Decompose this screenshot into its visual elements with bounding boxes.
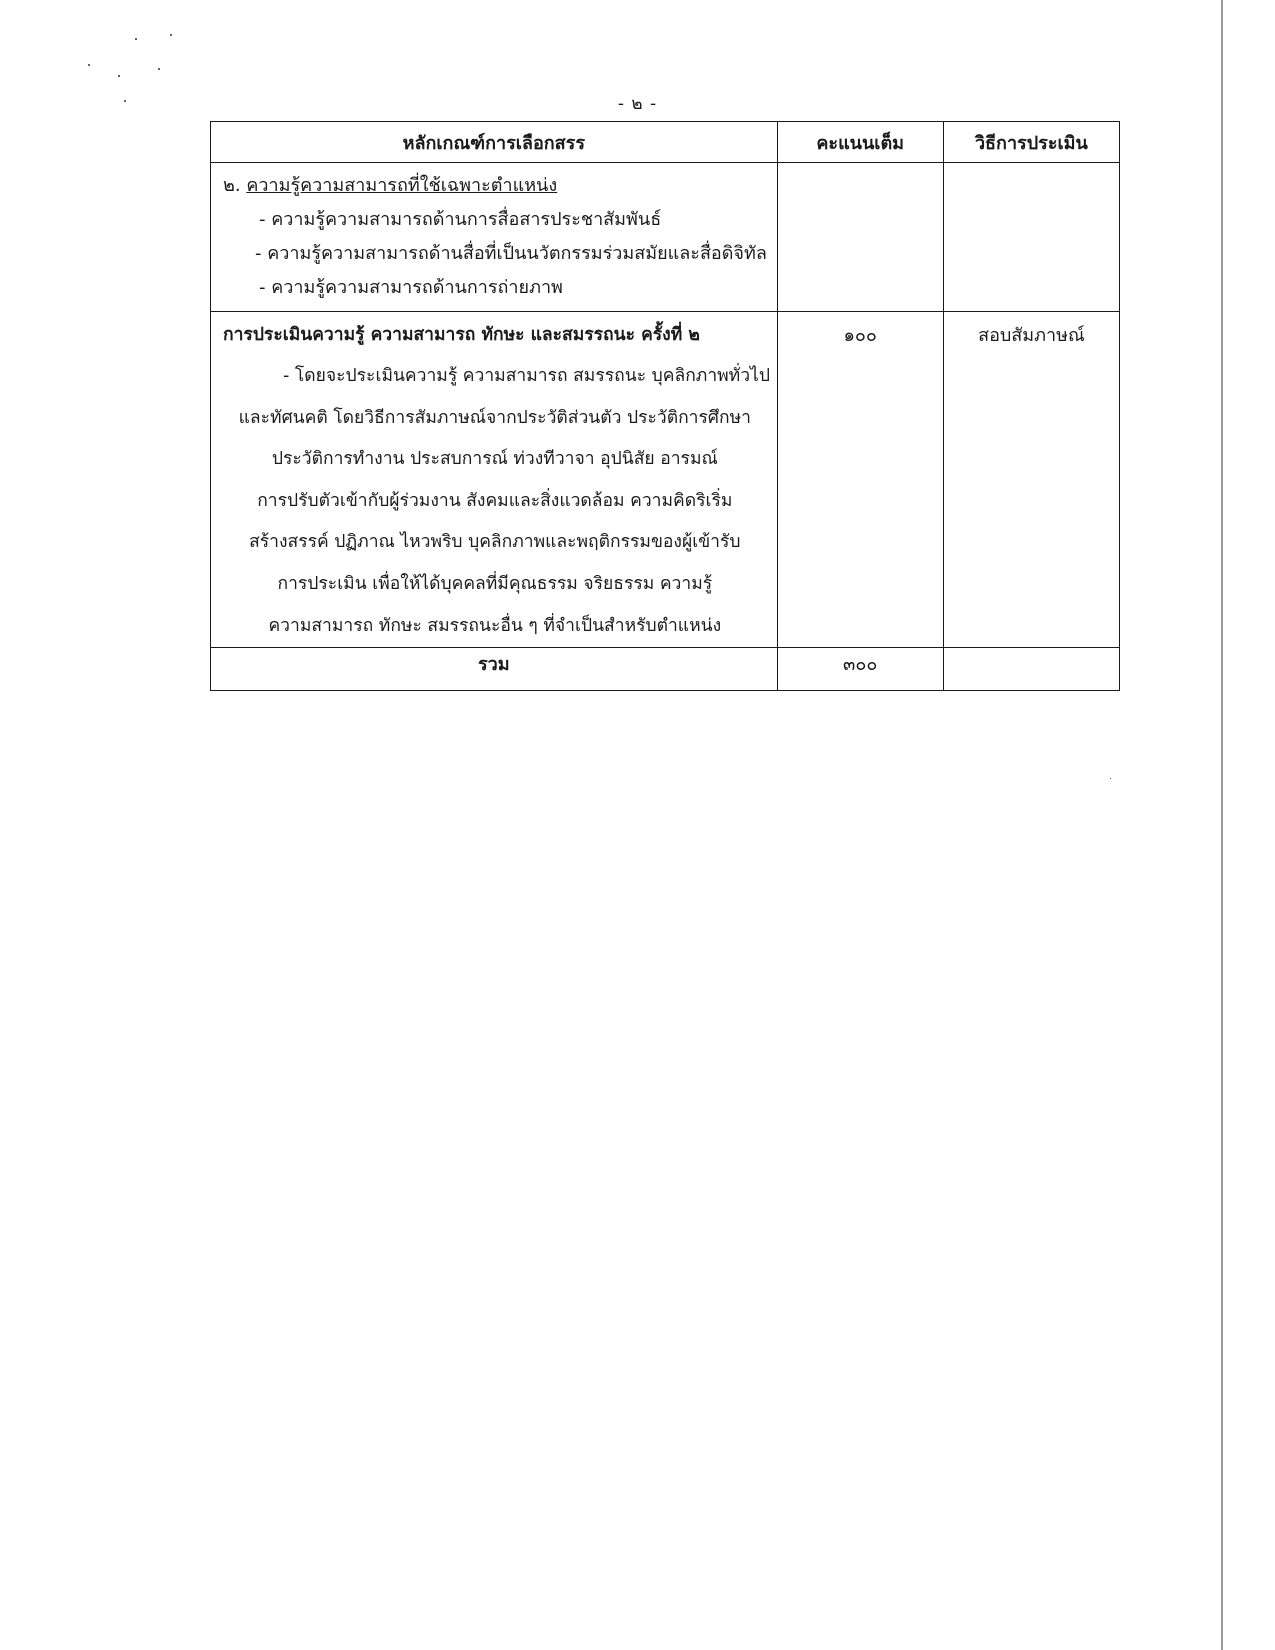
- description-line: ความสามารถ ทักษะ สมรรถนะอื่น ๆ ที่จำเป็นสำหรับตำแหน่ง: [268, 615, 722, 636]
- scan-speck: [1110, 778, 1111, 779]
- scan-speck: [88, 64, 90, 66]
- header-full-score: คะแนนเต็ม: [777, 122, 943, 163]
- selection-criteria-table: [210, 121, 1120, 691]
- description-line: ประวัติการทำงาน ประสบการณ์ ท่วงทีวาจา อุปนิสัย อารมณ์: [271, 449, 718, 470]
- description-line: การประเมิน เพื่อให้ได้บุคคลที่มีคุณธรรม จริยธรรม ความรู้: [277, 573, 713, 594]
- scan-speck: [158, 68, 160, 70]
- scan-speck: [135, 38, 137, 40]
- section-2-method-cell: [943, 163, 1119, 312]
- section-2-criteria-cell: [211, 163, 778, 312]
- total-method-cell: [943, 648, 1119, 691]
- scan-speck: [170, 34, 172, 36]
- description-line: และทัศนคติ โดยวิธีการสัมภาษณ์จากประวัติส่วนตัว ประวัติการศึกษา: [238, 407, 751, 428]
- section-3-method: สอบสัมภาษณ์: [943, 312, 1119, 648]
- scan-page-edge: [1221, 0, 1223, 1650]
- section-3-title: การประเมินความรู้ ความสามารถ ทักษะ และสมรรถนะ ครั้งที่ ๒: [223, 325, 700, 345]
- section-2-title: ความรู้ความสามารถที่ใช้เฉพาะตำแหน่ง: [246, 175, 558, 196]
- description-line: การปรับตัวเข้ากับผู้ร่วมงาน สังคมและสิ่งแวดล้อม ความคิดริเริ่ม: [257, 490, 733, 511]
- description-line: - โดยจะประเมินความรู้ ความสามารถ สมรรถนะ บุคลิกภาพทั่วไป: [283, 366, 770, 386]
- total-score: ๓๐๐: [777, 648, 943, 691]
- section-2-score-cell: [777, 163, 943, 312]
- section-2-heading: [223, 169, 767, 203]
- table-row-section-3: [211, 312, 1120, 648]
- scan-speck: [118, 75, 120, 77]
- section-3-criteria-cell: [211, 312, 778, 648]
- section-2-item: - ความรู้ความสามารถด้านการถ่ายภาพ: [259, 277, 563, 298]
- header-criteria: หลักเกณฑ์การเลือกสรร: [211, 122, 778, 163]
- total-label: รวม: [211, 648, 778, 691]
- section-2-number: ๒.: [223, 175, 241, 196]
- table-row-total: [211, 648, 1120, 691]
- table-row-section-2: [211, 163, 1120, 312]
- description-line: สร้างสรรค์ ปฏิภาณ ไหวพริบ บุคลิกภาพและพฤติกรรมของผู้เข้ารับ: [249, 532, 741, 553]
- section-2-item: - ความรู้ความสามารถด้านสื่อที่เป็นนวัตกรรมร่วมสมัยและสื่อดิจิทัล: [255, 243, 767, 264]
- section-2-item: - ความรู้ความสามารถด้านการสื่อสารประชาสัมพันธ์: [259, 209, 662, 230]
- section-3-score: ๑๐๐: [777, 312, 943, 648]
- table-header-row: [211, 122, 1120, 163]
- header-evaluation-method: วิธีการประเมิน: [943, 122, 1119, 163]
- page-number: - ๒ -: [617, 94, 658, 114]
- section-3-description: [223, 356, 770, 647]
